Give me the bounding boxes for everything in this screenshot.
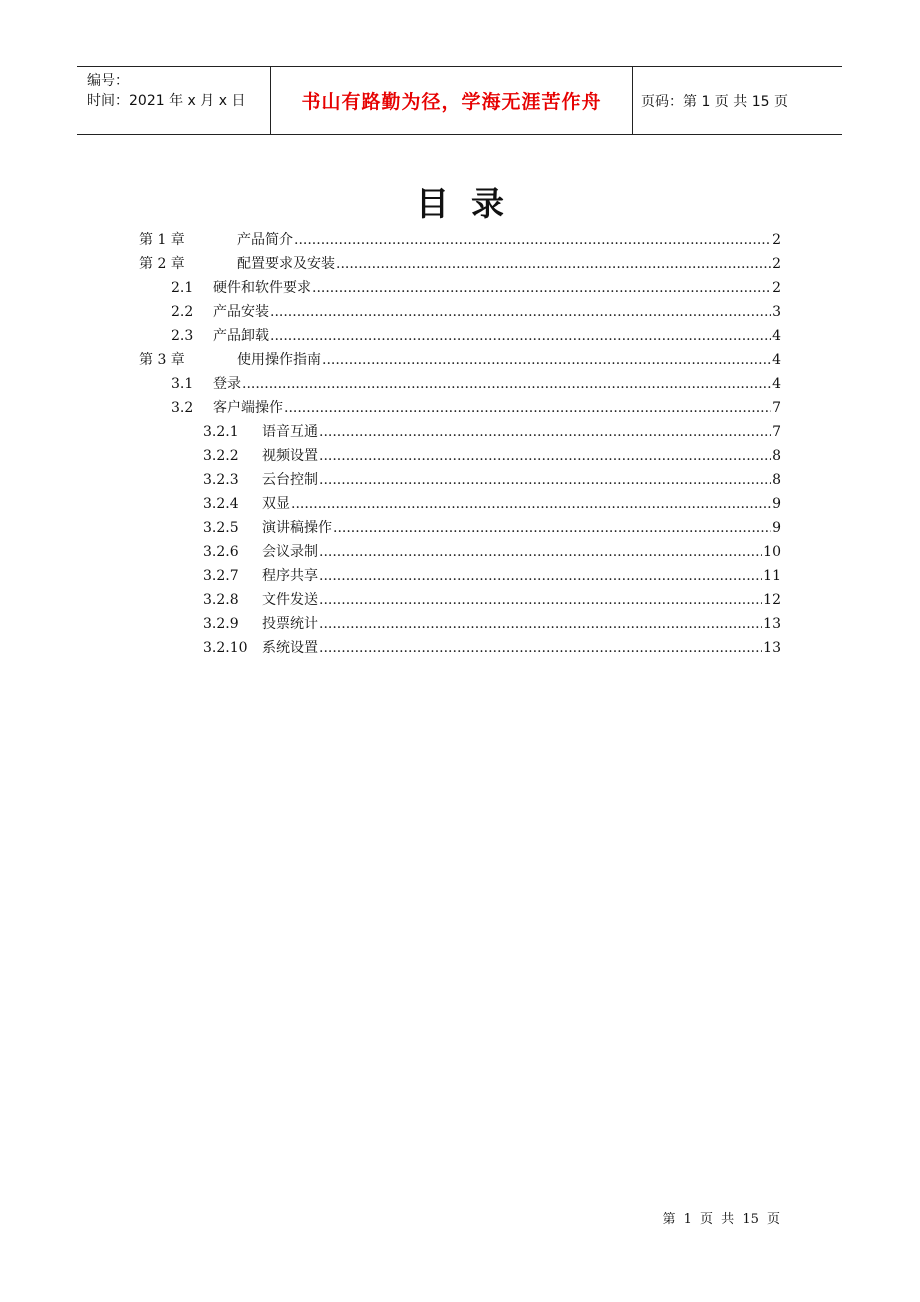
toc-entry-title: 产品简介 [237, 232, 293, 248]
toc-leader-dots [319, 612, 762, 636]
toc-entry-page: 7 [772, 424, 781, 440]
toc-leader-dots [319, 420, 771, 444]
toc-entry-number: 3.2.9 [203, 616, 239, 632]
toc-leader-dots [319, 588, 762, 612]
toc-entry-page: 2 [772, 232, 781, 248]
toc-entry-title: 双显 [262, 496, 290, 512]
toc-entry-page: 4 [772, 376, 781, 392]
toc-entry-page: 11 [763, 568, 781, 584]
toc-entry-title: 产品卸载 [213, 328, 269, 344]
toc-entry-number: 3.2.8 [203, 592, 239, 608]
toc-entry-page: 2 [772, 256, 781, 272]
toc-entry-page: 13 [763, 616, 781, 632]
toc-entry[interactable] [171, 300, 781, 324]
toc-entry-number: 第 2 章 [139, 256, 185, 272]
toc-entry-number: 3.2.1 [203, 424, 239, 440]
toc-entry-number: 2.1 [171, 280, 194, 296]
toc-entry-title: 配置要求及安装 [237, 256, 335, 272]
toc-entry-title: 云台控制 [262, 472, 318, 488]
header-page-info: 页码：第 1 页 共 15 页 [641, 93, 788, 110]
page-title: 目录 [416, 184, 526, 223]
toc-entry[interactable] [203, 420, 781, 444]
toc-entry-number: 3.2.2 [203, 448, 239, 464]
toc-entry-page: 9 [772, 496, 781, 512]
toc-entry-page: 9 [772, 520, 781, 536]
toc-entry-title: 使用操作指南 [237, 352, 321, 368]
toc-leader-dots [242, 372, 771, 396]
toc-entry[interactable] [171, 396, 781, 420]
toc-entry-number: 3.2.5 [203, 520, 239, 536]
toc-entry-title: 语音互通 [262, 424, 318, 440]
toc-entry-page: 13 [763, 640, 781, 656]
toc-entry-page: 10 [763, 544, 781, 560]
toc-entry[interactable] [203, 588, 781, 612]
toc-entry-title: 演讲稿操作 [262, 520, 332, 536]
toc-leader-dots [294, 228, 771, 252]
toc-entry-title: 文件发送 [262, 592, 318, 608]
toc-entry-page: 4 [772, 328, 781, 344]
header-meta [77, 67, 271, 134]
toc-entry[interactable] [203, 516, 781, 540]
toc-entry-page: 4 [772, 352, 781, 368]
toc-entry-title: 产品安装 [213, 304, 269, 320]
toc-leader-dots [270, 324, 771, 348]
toc-entry-number: 第 1 章 [139, 232, 185, 248]
toc-entry[interactable] [171, 276, 781, 300]
toc-entry-title: 系统设置 [262, 640, 318, 656]
toc-leader-dots [319, 540, 762, 564]
toc-entry[interactable] [203, 540, 781, 564]
toc-entry-number: 3.1 [171, 376, 194, 392]
toc-entry[interactable] [203, 492, 781, 516]
page-footer: 第 1 页 共 15 页 [662, 1212, 780, 1227]
toc-leader-dots [319, 444, 771, 468]
toc-leader-dots [319, 468, 771, 492]
header-number: 编号： [87, 73, 129, 89]
header-time: 时间：2021 年 x 月 x 日 [87, 93, 246, 109]
toc-entry-number: 3.2.10 [203, 640, 248, 656]
header-motto: 书山有路勤为径，学海无涯苦作舟 [271, 67, 633, 134]
toc-leader-dots [319, 564, 762, 588]
toc-entry-number: 2.2 [171, 304, 194, 320]
toc-entry-title: 登录 [213, 376, 241, 392]
toc-leader-dots [291, 492, 771, 516]
toc-entry-title: 会议录制 [262, 544, 318, 560]
toc-entry-number: 3.2 [171, 400, 194, 416]
toc-entry-title: 客户端操作 [213, 400, 283, 416]
toc-entry-page: 8 [772, 448, 781, 464]
toc-entry-number: 3.2.7 [203, 568, 239, 584]
toc-entry-title: 硬件和软件要求 [213, 280, 311, 296]
toc-entry-page: 8 [772, 472, 781, 488]
toc-entry[interactable] [203, 468, 781, 492]
toc-entry[interactable] [203, 564, 781, 588]
toc-entry-title: 投票统计 [262, 616, 318, 632]
page-header [77, 66, 842, 135]
toc-entry-number: 3.2.3 [203, 472, 239, 488]
toc-entry-page: 12 [763, 592, 781, 608]
toc-entry[interactable] [203, 612, 781, 636]
toc-leader-dots [319, 636, 762, 660]
toc-entry-number: 2.3 [171, 328, 194, 344]
toc-entry-number: 3.2.4 [203, 496, 239, 512]
toc-entry[interactable] [139, 252, 781, 276]
toc-entry[interactable] [139, 348, 781, 372]
toc-entry[interactable] [171, 324, 781, 348]
toc-leader-dots [312, 276, 771, 300]
toc-entry-title: 程序共享 [262, 568, 318, 584]
toc-entry[interactable] [171, 372, 781, 396]
toc-leader-dots [270, 300, 771, 324]
toc-entry-number: 3.2.6 [203, 544, 239, 560]
toc-entry[interactable] [203, 444, 781, 468]
toc-entry-title: 视频设置 [262, 448, 318, 464]
toc-entry-number: 第 3 章 [139, 352, 185, 368]
toc-leader-dots [284, 396, 771, 420]
toc-entry-page: 7 [772, 400, 781, 416]
toc-leader-dots [333, 516, 771, 540]
toc-entry[interactable] [139, 228, 781, 252]
toc-entry[interactable] [203, 636, 781, 660]
toc-entry-page: 3 [772, 304, 781, 320]
toc-leader-dots [336, 252, 771, 276]
toc-leader-dots [322, 348, 771, 372]
toc-entry-page: 2 [772, 280, 781, 296]
